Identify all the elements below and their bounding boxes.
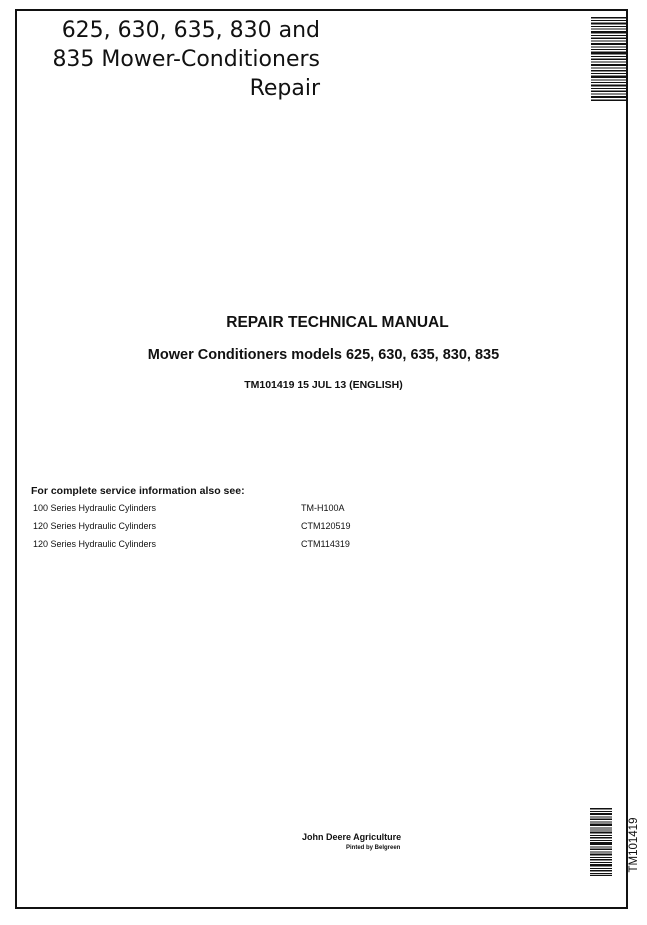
- printer-name: Pinted by Belgreen: [346, 845, 401, 851]
- barcode-bottom: [590, 808, 612, 876]
- reference-row: [33, 503, 433, 517]
- reference-code: TM-H100A: [301, 503, 345, 513]
- reference-code: CTM114319: [301, 539, 350, 549]
- models-heading: Mower Conditioners models 625, 630, 635, 830, 835: [147, 347, 500, 363]
- reference-title: 100 Series Hydraulic Cylinders: [33, 503, 157, 513]
- reference-title: 120 Series Hydraulic Cylinders: [33, 539, 157, 549]
- publisher-name: John Deere Agriculture: [302, 832, 402, 842]
- see-also-title: For complete service information also see:: [31, 485, 245, 497]
- reference-row: [33, 539, 433, 553]
- reference-row: [33, 521, 433, 535]
- manual-code-date: TM101419 15 JUL 13 (ENGLISH): [244, 379, 403, 391]
- page-border: [15, 9, 628, 909]
- document-title: [20, 16, 320, 103]
- title-line-2: 835 Mower-Conditioners: [52, 47, 320, 72]
- barcode-top: [591, 17, 626, 101]
- barcode-label: TM101419: [628, 817, 640, 873]
- manual-type-heading: REPAIR TECHNICAL MANUAL: [226, 314, 449, 331]
- reference-code: CTM120519: [301, 521, 351, 531]
- title-line-3: Repair: [249, 76, 320, 101]
- reference-title: 120 Series Hydraulic Cylinders: [33, 521, 157, 531]
- title-line-1: 625, 630, 635, 830 and: [61, 18, 320, 43]
